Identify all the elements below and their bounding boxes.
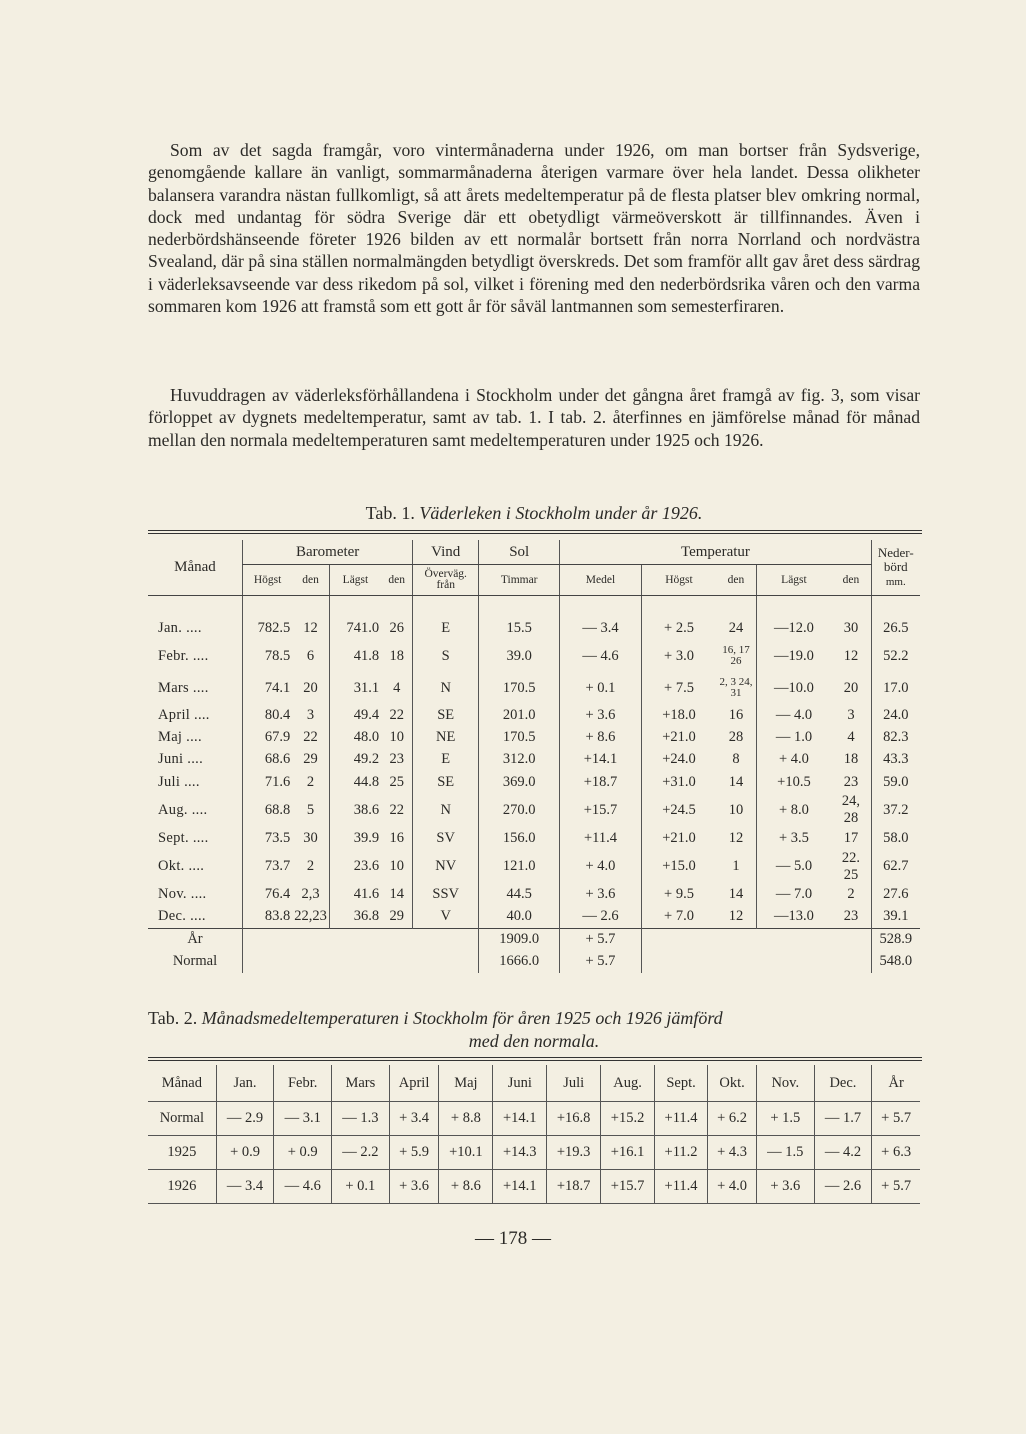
cell-precipitation: 26.5 <box>871 618 920 640</box>
cell-sun-hours: 312.0 <box>479 749 560 771</box>
table-1-title: Väderleken i Stockholm under år 1926. <box>419 503 703 523</box>
table-2-top-rule <box>148 1057 922 1058</box>
paragraph-1: Som av det sagda framgår, voro vintermånaderna under 1926, om man bortser från Sydsverige, genomgående kallare än vanligt, sommarmånaderna återigen varmare över hela landet. Dessa olikheter balansera varandra nästan fullkomligt, så att årets medeltemperatur på de flesta platser blev omkring normal, dock med undantag för södra Sverige där ett obetydligt värmeöverskott är tillfinnandes. Även i nederbördshänseende företer 1926 bilden av ett normalår bortsett från norra Norrland och nordvästra Svealand, där på sina ställen normalmängden betydligt överskreds. Det som framför allt gav året dess särdrag i väderleksavseende var dess rikedom på sol, vilket i förening med den nederbördsrika våren och den varma sommaren kom 1926 att framstå som ett gott år för såväl lantmannen som semesterfiraren. <box>148 140 920 317</box>
cell-temp-low-date: 24, 28 <box>841 793 861 827</box>
cell-temperature: +16.8 <box>547 1102 601 1136</box>
cell-bar-high-date: 30 <box>303 829 318 846</box>
cell-temperature: +14.1 <box>493 1170 547 1204</box>
cell-temp-low: —19.0 <box>756 640 831 672</box>
cell-temp-low: — 4.0 <box>756 704 831 726</box>
cell-temp-high: + 7.0 <box>641 906 716 928</box>
cell-temp-low-date: 20 <box>843 679 859 696</box>
summary-label: Normal <box>172 953 218 970</box>
cell-bar-low: 23.6 <box>329 850 381 884</box>
column-header: Dec. <box>814 1065 872 1102</box>
cell-temperature: — 4.2 <box>814 1136 872 1170</box>
cell-temp-high: + 3.0 <box>641 640 716 672</box>
cell-month: Aug. .... <box>158 801 208 818</box>
cell-temp-high: + 7.5 <box>641 672 716 704</box>
table-1-label: Tab. 1. <box>365 503 415 523</box>
cell-temp-high: +21.0 <box>641 827 716 849</box>
cell-temperature: +11.4 <box>655 1102 708 1136</box>
row-label: Normal <box>148 1102 216 1136</box>
cell-wind-direction: N <box>413 672 479 704</box>
header-temp-hogst-den: den <box>716 565 756 596</box>
cell-temperature: + 5.9 <box>389 1136 439 1170</box>
cell-month: Sept. .... <box>158 829 209 846</box>
cell-temperature: + 4.3 <box>708 1136 757 1170</box>
cell-wind-direction: N <box>413 793 479 827</box>
cell-bar-low-date: 16 <box>389 829 404 846</box>
cell-temp-high: +24.0 <box>641 749 716 771</box>
cell-temp-low: +10.5 <box>756 771 831 793</box>
cell-month: Okt. .... <box>158 858 205 875</box>
cell-temp-low-date: 23 <box>843 773 859 790</box>
table-1-top-rule-2 <box>148 533 922 534</box>
header-vind: Vind <box>413 540 479 565</box>
cell-temp-low-date: 12 <box>843 647 859 664</box>
cell-month: Febr. .... <box>158 647 209 664</box>
cell-temperature: + 4.0 <box>708 1170 757 1204</box>
cell-temp-high: +15.0 <box>641 850 716 884</box>
cell-temperature: +10.1 <box>439 1136 493 1170</box>
cell-temp-high-date: 12 <box>728 829 744 846</box>
cell-temp-low: + 8.0 <box>756 793 831 827</box>
cell-temp-low: — 5.0 <box>756 850 831 884</box>
cell-wind-direction: E <box>413 749 479 771</box>
cell-bar-high-date: 20 <box>303 679 318 696</box>
cell-precipitation: 37.2 <box>871 793 920 827</box>
table-1-caption <box>148 503 920 524</box>
table-row <box>148 1102 920 1136</box>
cell-bar-low-date: 29 <box>389 908 404 925</box>
cell-temp-high-date: 28 <box>728 729 744 746</box>
cell-temp-mean: +15.7 <box>560 793 641 827</box>
cell-temp-high: +21.0 <box>641 726 716 748</box>
cell-bar-low-date: 22 <box>389 706 404 723</box>
column-header: Nov. <box>756 1065 814 1102</box>
cell-temp-high: +18.0 <box>641 704 716 726</box>
table-1-top-rule <box>148 530 922 531</box>
cell-sun-hours: 170.5 <box>479 672 560 704</box>
cell-temperature: +19.3 <box>547 1136 601 1170</box>
cell-temp-low: + 4.0 <box>756 749 831 771</box>
cell-temperature: — 2.9 <box>216 1102 274 1136</box>
cell-bar-low-date: 26 <box>389 620 404 637</box>
cell-bar-low: 36.8 <box>329 906 381 928</box>
cell-bar-low: 44.8 <box>329 771 381 793</box>
cell-temp-high: +24.5 <box>641 793 716 827</box>
cell-temp-mean: + 0.1 <box>560 672 641 704</box>
header-timmar: Timmar <box>479 565 560 596</box>
cell-bar-low-date: 23 <box>389 751 404 768</box>
cell-bar-high: 76.4 <box>242 884 292 906</box>
cell-precipitation: 52.2 <box>871 640 920 672</box>
cell-bar-high-date: 5 <box>306 801 315 818</box>
header-barometer: Barometer <box>242 540 412 565</box>
table-row <box>148 704 920 726</box>
table-2-title-2: med den normala. <box>468 1031 600 1051</box>
cell-temperature: — 1.7 <box>814 1102 872 1136</box>
header-temperatur: Temperatur <box>560 540 871 565</box>
cell-temperature: + 0.1 <box>332 1170 390 1204</box>
header-bar-hogst: Högst <box>242 565 292 596</box>
header-row <box>148 1065 920 1102</box>
cell-temp-mean: + 3.6 <box>560 704 641 726</box>
summary-sun-hours: 1909.0 <box>479 928 560 950</box>
cell-temp-mean: — 3.4 <box>560 618 641 640</box>
page-number: — 178 — <box>475 1228 551 1249</box>
table-2-label: Tab. 2. <box>148 1008 198 1028</box>
monthly-temperature-table <box>148 1065 920 1204</box>
header-nederbord-2: börd <box>883 559 908 574</box>
column-header: Maj <box>439 1065 493 1102</box>
column-header: Juni <box>493 1065 547 1102</box>
cell-temperature: +14.1 <box>493 1102 547 1136</box>
cell-temperature: + 6.3 <box>872 1136 920 1170</box>
cell-bar-low-date: 25 <box>389 773 404 790</box>
cell-temp-low-date: 18 <box>843 751 859 768</box>
cell-precipitation: 27.6 <box>871 884 920 906</box>
cell-bar-low: 38.6 <box>329 793 381 827</box>
cell-temp-mean: + 3.6 <box>560 884 641 906</box>
cell-temp-high-date: 16, 17 26 <box>722 644 750 668</box>
cell-temperature: + 5.7 <box>872 1170 920 1204</box>
cell-precipitation: 58.0 <box>871 827 920 849</box>
summary-precipitation: 528.9 <box>871 928 920 950</box>
cell-bar-low: 31.1 <box>329 672 381 704</box>
cell-bar-high-date: 2 <box>306 858 315 875</box>
cell-temp-mean: + 8.6 <box>560 726 641 748</box>
column-header: Febr. <box>274 1065 332 1102</box>
cell-bar-low: 41.6 <box>329 884 381 906</box>
header-nederbord-3: mm. <box>885 576 906 588</box>
cell-temperature: + 3.6 <box>389 1170 439 1204</box>
cell-sun-hours: 44.5 <box>479 884 560 906</box>
cell-sun-hours: 369.0 <box>479 771 560 793</box>
cell-temp-low-date: 17 <box>843 829 859 846</box>
cell-bar-high: 80.4 <box>242 704 292 726</box>
cell-temp-high-date: 12 <box>728 908 744 925</box>
cell-temp-mean: — 4.6 <box>560 640 641 672</box>
cell-temperature: + 0.9 <box>274 1136 332 1170</box>
cell-bar-high: 68.6 <box>242 749 292 771</box>
cell-bar-low: 39.9 <box>329 827 381 849</box>
cell-temperature: + 6.2 <box>708 1102 757 1136</box>
cell-sun-hours: 156.0 <box>479 827 560 849</box>
cell-temp-high: + 2.5 <box>641 618 716 640</box>
cell-wind-direction: SE <box>413 771 479 793</box>
summary-row <box>148 950 920 972</box>
cell-temp-low: —13.0 <box>756 906 831 928</box>
header-medel: Medel <box>560 565 641 596</box>
cell-bar-low: 741.0 <box>329 618 381 640</box>
cell-temp-high-date: 16 <box>728 706 744 723</box>
header-overvag <box>413 565 479 596</box>
cell-bar-high-date: 22 <box>303 729 318 746</box>
cell-precipitation: 24.0 <box>871 704 920 726</box>
cell-temp-high-date: 1 <box>732 858 740 875</box>
cell-bar-high: 78.5 <box>242 640 292 672</box>
cell-temp-high-date: 24 <box>728 620 744 637</box>
cell-bar-high-date: 2 <box>306 773 315 790</box>
cell-bar-low-date: 18 <box>389 647 404 664</box>
cell-temperature: + 3.6 <box>756 1170 814 1204</box>
cell-precipitation: 17.0 <box>871 672 920 704</box>
table-row <box>148 640 920 672</box>
header-bar-lagst: Lägst <box>329 565 381 596</box>
cell-bar-low-date: 4 <box>393 679 401 696</box>
cell-wind-direction: SV <box>413 827 479 849</box>
cell-bar-high: 782.5 <box>242 618 292 640</box>
cell-temperature: — 3.4 <box>216 1170 274 1204</box>
cell-month: April .... <box>158 706 210 723</box>
header-nederbord <box>871 540 920 596</box>
cell-temp-mean: +11.4 <box>560 827 641 849</box>
cell-month: Juni .... <box>158 751 203 768</box>
cell-temperature: +15.2 <box>601 1102 655 1136</box>
cell-bar-low: 49.2 <box>329 749 381 771</box>
cell-bar-low-date: 10 <box>389 858 404 875</box>
column-header: Okt. <box>708 1065 757 1102</box>
cell-temperature: — 3.1 <box>274 1102 332 1136</box>
cell-bar-high-date: 29 <box>303 751 318 768</box>
cell-sun-hours: 270.0 <box>479 793 560 827</box>
row-label: 1926 <box>148 1170 216 1204</box>
header-temp-lagst-den: den <box>831 565 871 596</box>
cell-temp-high-date: 2, 3 24, 31 <box>719 676 753 700</box>
cell-month: Maj .... <box>158 729 202 746</box>
table-2-top-rule-2 <box>148 1060 922 1061</box>
cell-bar-low: 48.0 <box>329 726 381 748</box>
cell-month: Jan. .... <box>158 620 202 637</box>
header-temp-hogst: Högst <box>641 565 716 596</box>
cell-temp-low: — 1.0 <box>756 726 831 748</box>
cell-precipitation: 62.7 <box>871 850 920 884</box>
header-nederbord-1: Neder- <box>877 545 914 560</box>
summary-bar-empty <box>242 928 478 950</box>
summary-temp-empty <box>641 950 871 972</box>
cell-bar-high-date: 12 <box>303 620 318 637</box>
cell-month: Mars .... <box>158 679 209 696</box>
cell-temperature: — 4.6 <box>274 1170 332 1204</box>
cell-sun-hours: 15.5 <box>479 618 560 640</box>
cell-temp-low: — 7.0 <box>756 884 831 906</box>
cell-temperature: + 5.7 <box>872 1102 920 1136</box>
cell-wind-direction: NE <box>413 726 479 748</box>
cell-temp-mean: + 4.0 <box>560 850 641 884</box>
summary-temp-mean: + 5.7 <box>560 928 641 950</box>
cell-bar-low: 41.8 <box>329 640 381 672</box>
header-bar-lagst-den: den <box>381 565 413 596</box>
cell-bar-high-date: 3 <box>306 706 315 723</box>
summary-label: År <box>148 928 242 950</box>
header-overvag-2: från <box>436 579 455 591</box>
cell-temperature: +11.4 <box>655 1170 708 1204</box>
header-sol: Sol <box>479 540 560 565</box>
cell-temperature: + 3.4 <box>389 1102 439 1136</box>
cell-temperature: + 1.5 <box>756 1102 814 1136</box>
column-header: April <box>389 1065 439 1102</box>
cell-precipitation: 82.3 <box>871 726 920 748</box>
cell-bar-low-date: 22 <box>389 801 404 818</box>
cell-wind-direction: E <box>413 618 479 640</box>
cell-temp-low-date: 22. 25 <box>841 849 861 883</box>
cell-temperature: +18.7 <box>547 1170 601 1204</box>
cell-temp-low: + 3.5 <box>756 827 831 849</box>
table-row <box>148 884 920 906</box>
cell-wind-direction: V <box>413 906 479 928</box>
cell-bar-low: 49.4 <box>329 704 381 726</box>
header-overvag-1: Överväg. <box>424 568 467 580</box>
cell-wind-direction: S <box>413 640 479 672</box>
paragraph-2: Huvuddragen av väderleksförhållandena i Stockholm under det gångna året framgå av fig. 3, som visar förloppet av dygnets medeltemperatur, samt av tab. 1. I tab. 2. återfinnes en jämförelse månad för månad mellan den normala medeltemperaturen samt medeltemperaturen under 1925 och 1926. <box>148 385 920 450</box>
cell-sun-hours: 170.5 <box>479 726 560 748</box>
cell-temp-mean: +18.7 <box>560 771 641 793</box>
cell-temperature: +14.3 <box>493 1136 547 1170</box>
cell-temp-high-date: 10 <box>728 801 744 818</box>
cell-temperature: +11.2 <box>655 1136 708 1170</box>
table-row <box>148 771 920 793</box>
cell-sun-hours: 39.0 <box>479 640 560 672</box>
cell-bar-high-date: 6 <box>306 647 315 664</box>
column-header: Mars <box>332 1065 390 1102</box>
cell-bar-high: 67.9 <box>242 726 292 748</box>
cell-month: Dec. .... <box>158 908 206 925</box>
summary-temp-mean: + 5.7 <box>560 950 641 972</box>
cell-precipitation: 39.1 <box>871 906 920 928</box>
cell-bar-high-date: 22,23 <box>294 908 327 925</box>
header-bar-hogst-den: den <box>292 565 329 596</box>
cell-sun-hours: 121.0 <box>479 850 560 884</box>
summary-row <box>148 928 920 950</box>
cell-temp-high-date: 8 <box>732 751 740 768</box>
table-2-caption <box>148 1007 920 1053</box>
cell-temp-low-date: 3 <box>847 706 855 723</box>
cell-temp-high: + 9.5 <box>641 884 716 906</box>
cell-bar-high-date: 2,3 <box>301 886 320 903</box>
column-header: Juli <box>547 1065 601 1102</box>
cell-temp-low: —10.0 <box>756 672 831 704</box>
summary-bar-empty <box>242 950 478 972</box>
cell-bar-high: 83.8 <box>242 906 292 928</box>
table-row <box>148 726 920 748</box>
summary-precipitation: 548.0 <box>871 950 920 972</box>
cell-temperature: + 8.8 <box>439 1102 493 1136</box>
summary-temp-empty <box>641 928 871 950</box>
cell-month: Juli .... <box>158 773 200 790</box>
table-row <box>148 672 920 704</box>
cell-temp-high-date: 14 <box>728 773 744 790</box>
cell-temperature: — 1.5 <box>756 1136 814 1170</box>
cell-temperature: — 2.2 <box>332 1136 390 1170</box>
column-header: Sept. <box>655 1065 708 1102</box>
cell-bar-high: 74.1 <box>242 672 292 704</box>
cell-sun-hours: 40.0 <box>479 906 560 928</box>
column-header: Aug. <box>601 1065 655 1102</box>
cell-temp-high-date: 14 <box>728 886 744 903</box>
table-row <box>148 1136 920 1170</box>
cell-sun-hours: 201.0 <box>479 704 560 726</box>
cell-bar-high: 68.8 <box>242 793 292 827</box>
cell-temp-low-date: 2 <box>847 886 855 903</box>
header-month: Månad <box>148 540 242 596</box>
cell-temperature: +15.7 <box>601 1170 655 1204</box>
header-temp-lagst: Lägst <box>756 565 831 596</box>
cell-temp-low: —12.0 <box>756 618 831 640</box>
cell-bar-high: 73.7 <box>242 850 292 884</box>
cell-bar-low-date: 14 <box>389 886 404 903</box>
cell-wind-direction: NV <box>413 850 479 884</box>
table-row <box>148 749 920 771</box>
column-header: År <box>872 1065 920 1102</box>
cell-wind-direction: SSV <box>413 884 479 906</box>
cell-wind-direction: SE <box>413 704 479 726</box>
cell-temp-low-date: 4 <box>847 729 855 746</box>
cell-temp-high: +31.0 <box>641 771 716 793</box>
cell-bar-high: 73.5 <box>242 827 292 849</box>
cell-month: Nov. .... <box>158 886 207 903</box>
table-row <box>148 1170 920 1204</box>
column-header: Månad <box>148 1065 216 1102</box>
table-row <box>148 850 920 884</box>
row-label: 1925 <box>148 1136 216 1170</box>
cell-temp-mean: — 2.6 <box>560 906 641 928</box>
cell-bar-low-date: 10 <box>389 729 404 746</box>
cell-temperature: +16.1 <box>601 1136 655 1170</box>
summary-sun-hours: 1666.0 <box>479 950 560 972</box>
cell-temperature: — 1.3 <box>332 1102 390 1136</box>
cell-temp-mean: +14.1 <box>560 749 641 771</box>
weather-table <box>148 540 920 973</box>
table-2-title-1: Månadsmedeltemperaturen i Stockholm för åren 1925 och 1926 jämförd <box>201 1008 723 1028</box>
cell-precipitation: 59.0 <box>871 771 920 793</box>
cell-temp-low-date: 23 <box>843 908 859 925</box>
cell-temp-low-date: 30 <box>843 620 859 637</box>
cell-precipitation: 43.3 <box>871 749 920 771</box>
cell-temperature: + 8.6 <box>439 1170 493 1204</box>
cell-bar-high: 71.6 <box>242 771 292 793</box>
column-header: Jan. <box>216 1065 274 1102</box>
table-row <box>148 793 920 827</box>
table-row <box>148 827 920 849</box>
table-row <box>148 618 920 640</box>
table-row <box>148 906 920 928</box>
cell-temperature: + 0.9 <box>216 1136 274 1170</box>
cell-temperature: — 2.6 <box>814 1170 872 1204</box>
